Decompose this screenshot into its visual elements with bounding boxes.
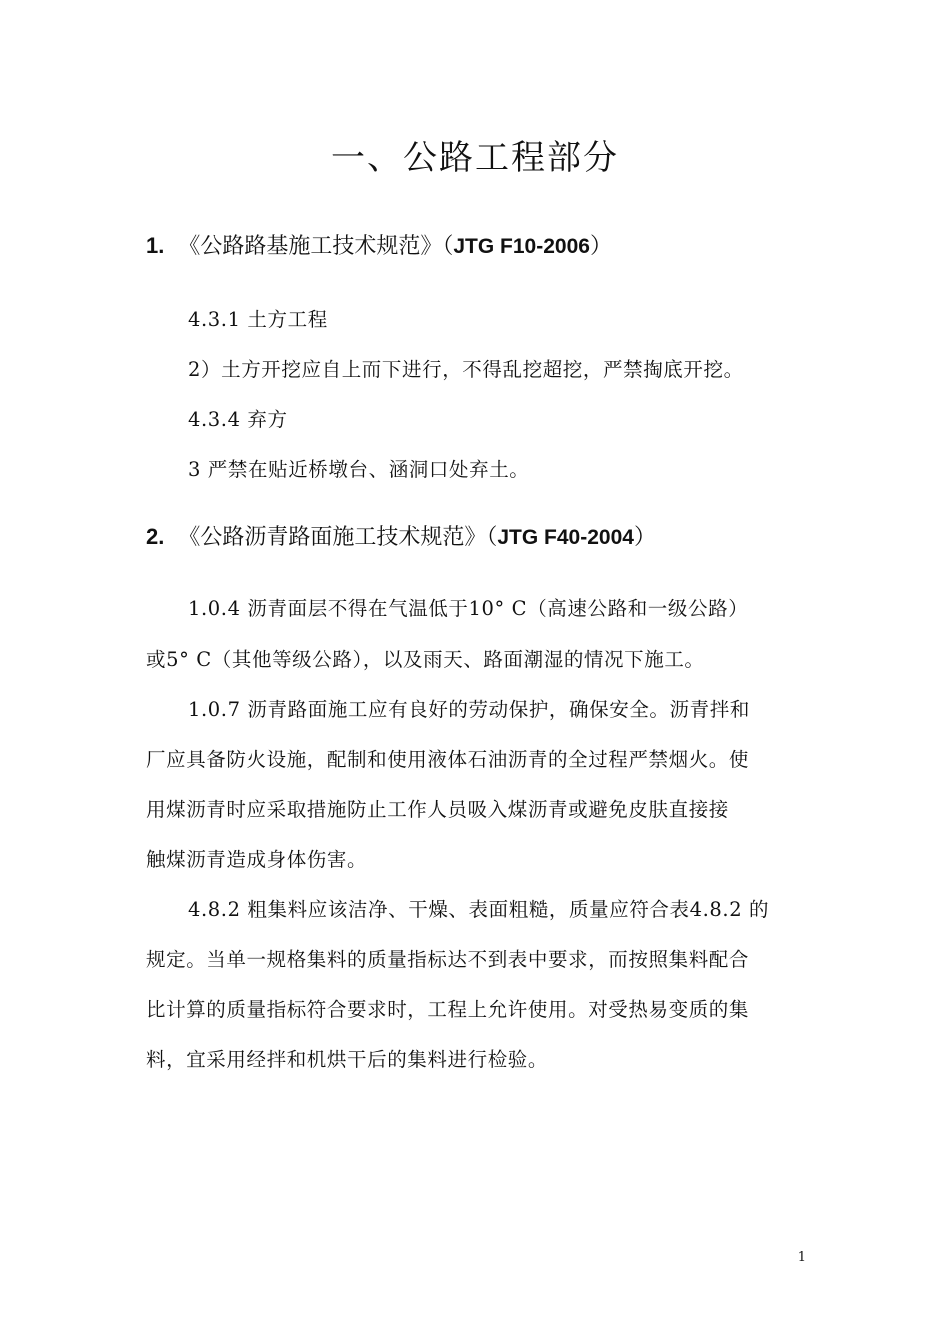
- clause-line: 用煤沥青时应采取措施防止工作人员吸入煤沥青或避免皮肤直接接: [146, 798, 729, 821]
- clause-line: 或5° C（其他等级公路），以及雨天、路面潮湿的情况下施工。: [146, 648, 705, 671]
- section-code: JTG F40-2004: [497, 526, 634, 549]
- clause-line: 料，宜采用经拌和机烘干后的集料进行检验。: [146, 1048, 549, 1071]
- section-close: ）: [589, 234, 612, 259]
- page-title: 一、公路工程部分: [331, 138, 619, 178]
- section-name: 《公路沥青路面施工技术规范》（: [178, 525, 498, 550]
- clause-line: 规定。当单一规格集料的质量指标达不到表中要求，而按照集料配合: [146, 948, 750, 971]
- clause-line: 1.0.7 沥青路面施工应有良好的劳动保护，确保安全。沥青拌和: [188, 698, 750, 721]
- clause-line: 3 严禁在贴近桥墩台、涵洞口处弃土。: [188, 458, 530, 481]
- clause-line: 比计算的质量指标符合要求时，工程上允许使用。对受热易变质的集: [146, 998, 750, 1021]
- clause-line: 4.3.1 土方工程: [188, 308, 328, 331]
- clause-line: 触煤沥青造成身体伤害。: [146, 848, 368, 871]
- clause-line: 2）土方开挖应自上而下进行，不得乱挖超挖，严禁掏底开挖。: [188, 358, 744, 381]
- section-heading-2: [146, 521, 656, 554]
- clause-line: 4.3.4 弃方: [188, 408, 288, 431]
- section-close: ）: [633, 525, 656, 550]
- section-name: 《公路路基施工技术规范》（: [178, 234, 454, 259]
- clause-line: 1.0.4 沥青面层不得在气温低于10° C（高速公路和一级公路）: [188, 597, 749, 620]
- clause-line: 4.8.2 粗集料应该洁净、干燥、表面粗糙，质量应符合表4.8.2 的: [188, 898, 770, 921]
- section-code: JTG F10-2006: [453, 235, 590, 258]
- section-number: 2.: [146, 524, 165, 549]
- page-number: 1: [797, 1250, 806, 1265]
- section-number: 1.: [146, 233, 165, 258]
- clause-line: 厂应具备防火设施，配制和使用液体石油沥青的全过程严禁烟火。使: [146, 748, 750, 771]
- section-heading-1: [146, 230, 612, 263]
